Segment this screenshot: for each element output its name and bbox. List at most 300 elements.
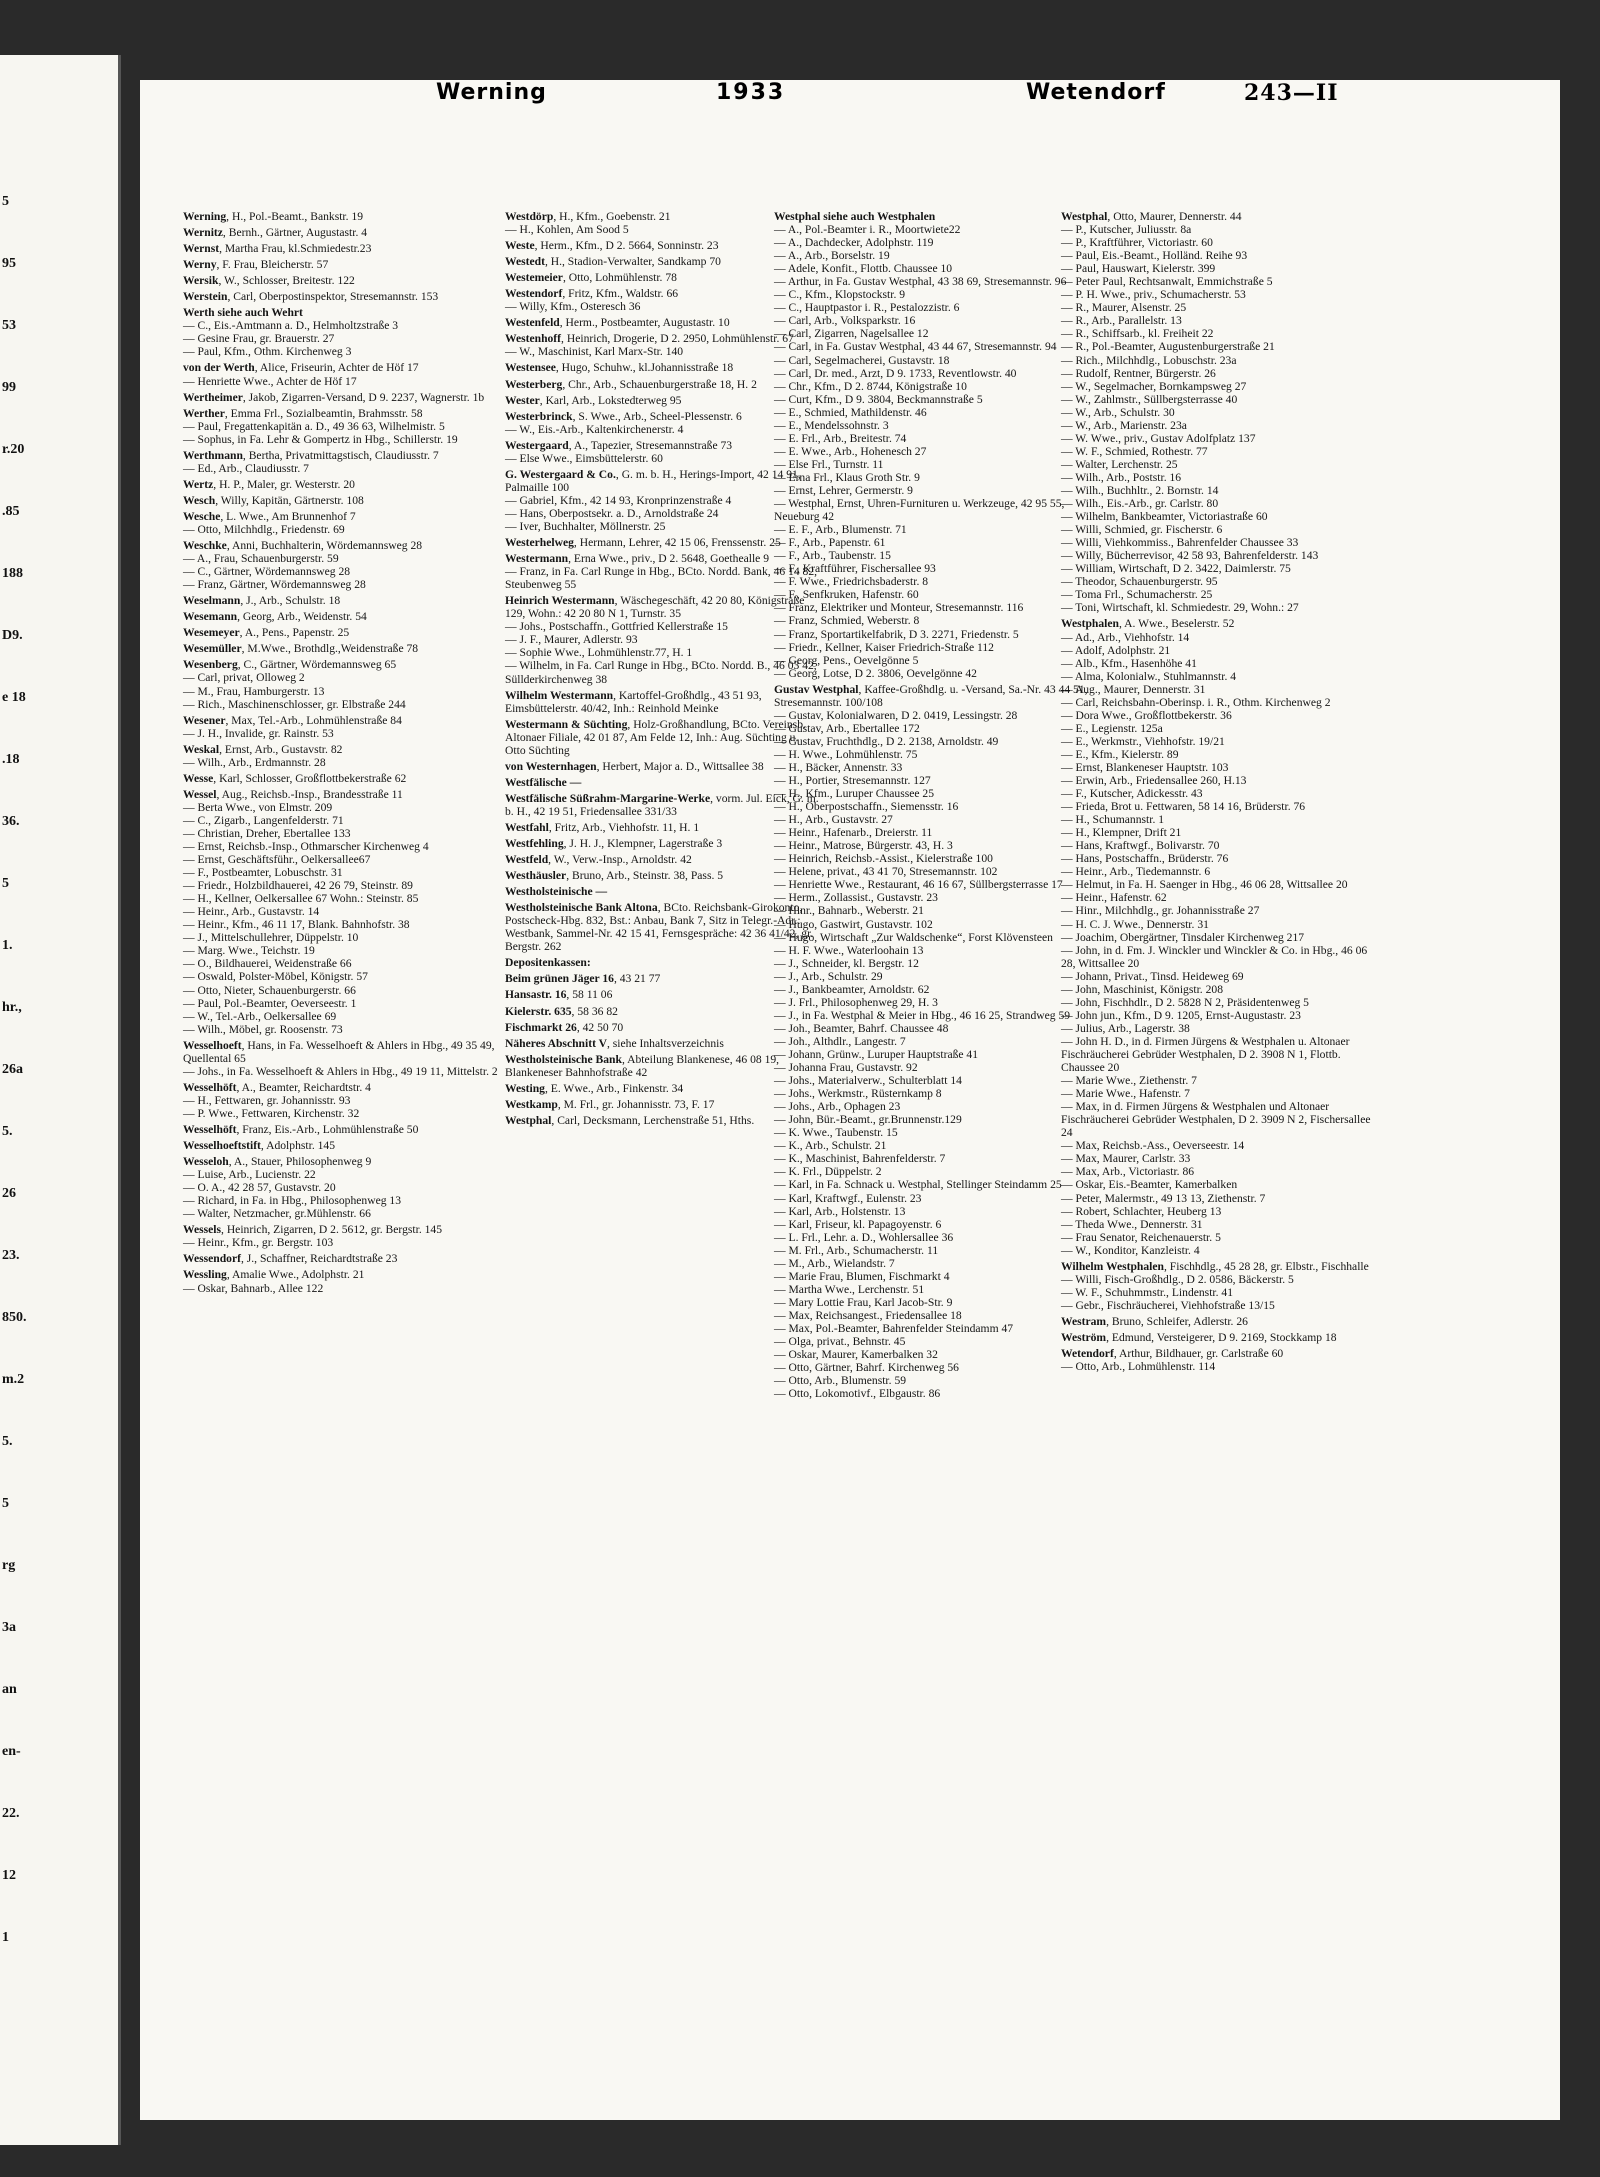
directory-entry: — E., Werkmstr., Viehhofstr. 19/21 bbox=[1061, 734, 1225, 748]
directory-entry: — Ernst, Blankeneser Hauptstr. 103 bbox=[1061, 760, 1229, 774]
directory-entry: — K., Arb., Schulstr. 21 bbox=[774, 1139, 887, 1153]
directory-entry: — Sophus, in Fa. Lehr & Gompertz in Hbg., Schillerstr. 19 bbox=[183, 432, 458, 446]
directory-entry: — J., Mittelschullehrer, Düppelstr. 10 bbox=[183, 931, 359, 945]
left-page-fragment: m.2 bbox=[2, 1372, 25, 1387]
directory-entry: — Sophie Wwe., Lohmühlenstr.77, H. 1 bbox=[505, 646, 693, 660]
left-page-fragment: 36. bbox=[2, 814, 20, 829]
directory-entry: — Joh., Althdlr., Langestr. 7 bbox=[774, 1034, 906, 1048]
directory-entry: — Else Wwe., Eimsbüttelerstr. 60 bbox=[505, 451, 663, 465]
directory-entry: — W., Maschinist, Karl Marx-Str. 140 bbox=[505, 345, 684, 359]
left-page-fragment: 5 bbox=[2, 876, 9, 891]
directory-entry: Westerberg, Chr., Arb., Schauenburgerstraße 18, H. 2 bbox=[505, 377, 757, 391]
directory-entry: — Hinr., Milchhdlg., gr. Johannisstraße 27 bbox=[1061, 904, 1260, 918]
directory-entry: — Frieda, Brot u. Fettwaren, 58 14 16, Brüderstr. 76 bbox=[1061, 800, 1306, 814]
directory-entry: — Alb., Kfm., Hasenhöhe 41 bbox=[1061, 656, 1197, 670]
directory-entry: — Herm., Zollassist., Gustavstr. 23 bbox=[774, 891, 938, 905]
directory-entry: — P., Kraftführer, Victoriastr. 60 bbox=[1061, 236, 1213, 250]
directory-entry: — Helmut, in Fa. H. Saenger in Hbg., 46 06 28, Wittsallee 20 bbox=[1061, 878, 1348, 892]
left-page-fragment: 3a bbox=[2, 1620, 16, 1635]
directory-entry: — Ernst, Reichsb.-Insp., Othmarscher Kirchenweg 4 bbox=[183, 840, 429, 854]
directory-entry: — Hugo, Gastwirt, Gustavstr. 102 bbox=[774, 917, 933, 931]
directory-entry: G. Westergaard & Co., G. m. b. H., Herings-Import, 42 14 91, Palmaille 100 bbox=[505, 467, 801, 494]
directory-entry: — F., Kutscher, Adickesstr. 43 bbox=[1061, 787, 1203, 801]
directory-entry: — E., Kfm., Kielerstr. 89 bbox=[1061, 747, 1179, 761]
directory-entry: — Paul, Pol.-Beamter, Oeverseestr. 1 bbox=[183, 996, 357, 1010]
directory-entry: Wesselhöft, A., Beamter, Reichardtstr. 4 bbox=[183, 1080, 371, 1094]
directory-entry: Wernst, Martha Frau, kl.Schmiedestr.23 bbox=[183, 242, 372, 256]
directory-entry: — Johs., Postschaffn., Gottfried Kellerstraße 15 bbox=[505, 620, 728, 634]
directory-entry: — William, Wirtschaft, D 2. 3422, Daimlerstr. 75 bbox=[1061, 562, 1291, 576]
directory-entry: Westerhelweg, Hermann, Lehrer, 42 15 06, Frenssenstr. 25 bbox=[505, 536, 781, 550]
directory-entry: — H., Klempner, Drift 21 bbox=[1061, 826, 1182, 840]
directory-entry: — Berta Wwe., von Elmstr. 209 bbox=[183, 800, 333, 814]
directory-entry: — Wilh., Arb., Poststr. 16 bbox=[1061, 470, 1182, 484]
directory-entry: Wesselhoeftstift, Adolphstr. 145 bbox=[183, 1139, 336, 1153]
directory-entry: — E. F., Arb., Blumenstr. 71 bbox=[774, 523, 907, 537]
directory-entry: Werthmann, Bertha, Privatmittagstisch, Claudiusstr. 7 bbox=[183, 448, 439, 462]
directory-entry: — Gustav, Kolonialwaren, D 2. 0419, Lessingstr. 28 bbox=[774, 708, 1018, 722]
directory-entry: — Dora Wwe., Großflottbekerstr. 36 bbox=[1061, 708, 1232, 722]
directory-entry: — R., Arb., Parallelstr. 13 bbox=[1061, 314, 1182, 328]
directory-entry: — Johanna Frau, Gustavstr. 92 bbox=[774, 1061, 918, 1075]
directory-entry: Westergaard, A., Tapezier, Stresemannstraße 73 bbox=[505, 438, 733, 452]
left-page-fragment: .85 bbox=[2, 504, 20, 519]
directory-entry: Wesemann, Georg, Arb., Weidenstr. 54 bbox=[183, 610, 367, 624]
directory-entry: — Wilh., Buchhltr., 2. Bornstr. 14 bbox=[1061, 483, 1219, 497]
directory-entry: Westermann & Süchting, Holz-Großhandlung, BCto. Vereinsb. Altonaer Filiale, 42 01 87, Am Felde 12, Inh.: Aug. Süchting u. Otto Süchting bbox=[505, 717, 806, 757]
left-page-fragment: 1. bbox=[2, 938, 13, 953]
directory-entry: — Iver, Buchhalter, Möllnerstr. 25 bbox=[505, 519, 666, 533]
directory-entry: Westfehling, J. H. J., Klempner, Lagerstraße 3 bbox=[505, 837, 723, 851]
directory-entry: — Joachim, Obergärtner, Tinsdaler Kirchenweg 217 bbox=[1061, 930, 1305, 944]
directory-entry: — Wilh., Möbel, gr. Roosenstr. 73 bbox=[183, 1022, 343, 1036]
left-page-fragment: 188 bbox=[2, 566, 23, 581]
directory-entry: — Gustav, Fruchthdlg., D 2. 2138, Arnoldstr. 49 bbox=[774, 734, 999, 748]
directory-entry: Wilhelm Westermann, Kartoffel-Großhdlg., 43 51 93, Eimsbüttelerstr. 40/42, Inh.: Reinhold Meinke bbox=[505, 688, 762, 715]
directory-entry: — Friedr., Kellner, Kaiser Friedrich-Straße 112 bbox=[774, 640, 994, 654]
directory-entry: Westholsteinische — bbox=[505, 885, 608, 899]
directory-entry: — A., Frau, Schauenburgerstr. 59 bbox=[183, 552, 339, 566]
directory-entry: — Wilhelm, Bankbeamter, Victoriastraße 60 bbox=[1061, 510, 1268, 524]
directory-entry: von der Werth, Alice, Friseurin, Achter de Höf 17 bbox=[183, 361, 419, 375]
directory-entry: — Otto, Nieter, Schauenburgerstr. 66 bbox=[183, 983, 356, 997]
directory-entry: Westholsteinische Bank, Abteilung Blankenese, 46 08 19, Blankeneser Bahnhofstraße 42 bbox=[505, 1052, 780, 1079]
directory-entry: — Franz, Sportartikelfabrik, D 3. 2271, Friedenstr. 5 bbox=[774, 627, 1019, 641]
directory-entry: — Johs., Werkmstr., Rüsternkamp 8 bbox=[774, 1087, 942, 1101]
directory-entry: — H. Wwe., Lohmühlenstr. 75 bbox=[774, 747, 918, 761]
left-page-fragment: hr., bbox=[2, 1000, 22, 1015]
directory-entry: — Theodor, Schauenburgerstr. 95 bbox=[1061, 575, 1218, 589]
directory-entry: — Johann, Privat., Tinsd. Heideweg 69 bbox=[1061, 969, 1244, 983]
left-page-fragment: en- bbox=[2, 1744, 21, 1759]
left-page-fragment: 5. bbox=[2, 1124, 13, 1139]
directory-entry: Westemeier, Otto, Lohmühlenstr. 78 bbox=[505, 271, 677, 285]
directory-entry: — John, Maschinist, Königstr. 208 bbox=[1061, 982, 1223, 996]
directory-entry: Westensee, Hugo, Schuhw., kl.Johannisstraße 18 bbox=[505, 361, 734, 375]
directory-entry: Wessel, Aug., Reichsb.-Insp., Brandesstraße 11 bbox=[183, 787, 403, 801]
directory-entry: — Karl, Kraftwgf., Eulenstr. 23 bbox=[774, 1191, 922, 1205]
directory-entry: — Adolf, Adolphstr. 21 bbox=[1061, 643, 1171, 657]
left-page-fragment: 1 bbox=[2, 1930, 9, 1945]
directory-entry: — W. F., Schmied, Rothestr. 77 bbox=[1061, 444, 1208, 458]
directory-entry: Westing, E. Wwe., Arb., Finkenstr. 34 bbox=[505, 1081, 684, 1095]
directory-entry: — F., Arb., Papenstr. 61 bbox=[774, 536, 886, 550]
directory-entry: — F., Senfkruken, Hafenstr. 60 bbox=[774, 588, 919, 602]
directory-entry: — Olga, privat., Behnstr. 45 bbox=[774, 1335, 906, 1349]
directory-entry: — K. Frl., Düppelstr. 2 bbox=[774, 1165, 882, 1179]
directory-entry: — Marie Frau, Blumen, Fischmarkt 4 bbox=[774, 1269, 950, 1283]
directory-entry: — Max, Maurer, Carlstr. 33 bbox=[1061, 1152, 1191, 1166]
directory-entry: — Hinr., Bahnarb., Weberstr. 21 bbox=[774, 904, 924, 918]
directory-entry: Westenhoff, Heinrich, Drogerie, D 2. 2950, Lohmühlenstr. 67 bbox=[505, 332, 794, 346]
directory-entry: — Walter, Lerchenstr. 25 bbox=[1061, 457, 1178, 471]
directory-entry: — P. Wwe., Fettwaren, Kirchenstr. 32 bbox=[183, 1106, 360, 1120]
directory-entry: Wesch, Willy, Kapitän, Gärtnerstr. 108 bbox=[183, 493, 364, 507]
directory-entry: Westerbrinck, S. Wwe., Arb., Scheel-Plessenstr. 6 bbox=[505, 409, 742, 423]
left-page-fragment: r.20 bbox=[2, 442, 25, 457]
directory-entry: Westdörp, H., Kfm., Goebenstr. 21 bbox=[505, 210, 671, 223]
directory-entry: — Toma Frl., Schumacherstr. 25 bbox=[1061, 588, 1213, 602]
directory-entry: — J. Frl., Philosophenweg 29, H. 3 bbox=[774, 995, 938, 1009]
directory-entry: — Curt, Kfm., D 9. 3804, Beckmannstraße 5 bbox=[774, 392, 983, 406]
directory-entry: Kielerstr. 635, 58 36 82 bbox=[505, 1004, 618, 1018]
directory-entry: — Else Frl., Turnstr. 11 bbox=[774, 457, 884, 471]
left-page-fragment: rg bbox=[2, 1558, 16, 1573]
directory-entry: Weschke, Anni, Buchhalterin, Wördemannsweg 28 bbox=[183, 539, 423, 553]
directory-entry: — Westphal, Ernst, Uhren-Furnituren u. Werkzeuge, 42 95 55, Neueburg 42 bbox=[774, 497, 1065, 524]
directory-entry: — Julius, Arb., Lagerstr. 38 bbox=[1061, 1021, 1190, 1035]
directory-entry: Wesenberg, C., Gärtner, Wördemannsweg 65 bbox=[183, 658, 397, 672]
directory-entry: — Carl, in Fa. Gustav Westphal, 43 44 67, Stresemannstr. 94 bbox=[774, 340, 1057, 354]
directory-entry: — F., Kraftführer, Fischersallee 93 bbox=[774, 562, 936, 576]
directory-entry: — Carl, Zigarren, Nagelsallee 12 bbox=[774, 327, 929, 341]
directory-entry: Wesse, Karl, Schlosser, Großflottbekerstraße 62 bbox=[183, 771, 407, 785]
directory-entry: — Henriette Wwe., Achter de Höf 17 bbox=[183, 374, 357, 388]
directory-entry: — F., Postbeamter, Lobuschstr. 31 bbox=[183, 866, 343, 880]
directory-entry: — John, in d. Fm. J. Winckler und Winckler & Co. in Hbg., 46 06 28, Wittsallee 20 bbox=[1061, 943, 1368, 970]
directory-entry: — F. Wwe., Friedrichsbaderstr. 8 bbox=[774, 575, 929, 589]
directory-entry: Hansastr. 16, 58 11 06 bbox=[505, 988, 613, 1002]
directory-entry: — Franz, Elektriker und Monteur, Stresemannstr. 116 bbox=[774, 601, 1024, 615]
directory-entry: — R., Schiffsarb., kl. Freiheit 22 bbox=[1061, 327, 1214, 341]
directory-entry: — W., Arb., Schulstr. 30 bbox=[1061, 405, 1175, 419]
directory-entry: Westphal, Carl, Decksmann, Lerchenstraße 51, Hths. bbox=[505, 1113, 755, 1127]
directory-entry: Westenfeld, Herm., Postbeamter, Augustastr. 10 bbox=[505, 316, 730, 330]
directory-entry: — E. Frl., Arb., Breitestr. 74 bbox=[774, 431, 907, 445]
left-page-fragment: 26a bbox=[2, 1062, 23, 1077]
directory-entry: Wersik, W., Schlosser, Breitestr. 122 bbox=[183, 274, 355, 288]
directory-entry: — Mary Lottie Frau, Karl Jacob-Str. 9 bbox=[774, 1295, 953, 1309]
directory-entry: Westfahl, Fritz, Arb., Viehhofstr. 11, H. 1 bbox=[505, 820, 700, 834]
directory-entry: Westram, Bruno, Schleifer, Adlerstr. 26 bbox=[1061, 1314, 1248, 1328]
directory-entry: von Westernhagen, Herbert, Major a. D., Wittsallee 38 bbox=[505, 759, 764, 773]
directory-entry: Westkamp, M. Frl., gr. Johannisstr. 73, F. 17 bbox=[505, 1097, 715, 1111]
directory-entry: — Carl, Reichsbahn-Oberinsp. i. R., Othm. Kirchenweg 2 bbox=[1061, 695, 1331, 709]
directory-entry: — W., Konditor, Kanzleistr. 4 bbox=[1061, 1243, 1200, 1257]
directory-entry: — Heinr., Matrose, Bürgerstr. 43, H. 3 bbox=[774, 839, 953, 853]
directory-entry: Westholsteinische Bank Altona, BCto. Reichsbank-Girokonto, Postscheck-Hbg. 832, Bst.: Anbau, Bank 7, Sitz in Telegr.-Adr.: Westbank, Sammel-Nr. 42 15 41, Fernsgespräche: 42 36 41/42, gr. Bergstr. 262 bbox=[505, 901, 814, 954]
directory-entry: — A., Arb., Borselstr. 19 bbox=[774, 249, 890, 263]
directory-entry: — R., Pol.-Beamter, Augustenburgerstraße 21 bbox=[1061, 340, 1275, 354]
directory-entry: — Hans, Postschaffn., Brüderstr. 76 bbox=[1061, 852, 1229, 866]
directory-entry: — Otto, Arb., Blumenstr. 59 bbox=[774, 1374, 907, 1388]
directory-entry: — Carl, Arb., Volksparkstr. 16 bbox=[774, 314, 916, 328]
left-page-fragment: 23. bbox=[2, 1248, 20, 1263]
directory-entry: — Georg, Pens., Oevelgönne 5 bbox=[774, 653, 919, 667]
left-page-fragment: an bbox=[2, 1682, 17, 1697]
directory-entry: — Heinr., Kfm., 46 11 17, Blank. Bahnhofstr. 38 bbox=[183, 918, 410, 932]
directory-entry: — Johann, Grünw., Luruper Hauptstraße 41 bbox=[774, 1048, 979, 1061]
directory-entry: — Willi, Viehkommiss., Bahrenfelder Chaussee 33 bbox=[1061, 536, 1299, 550]
directory-entry: — H., Oberpostschaffn., Siemensstr. 16 bbox=[774, 800, 959, 814]
left-page-fragment: 5. bbox=[2, 1434, 13, 1449]
directory-entry: — W., Segelmacher, Bornkampsweg 27 bbox=[1061, 379, 1247, 393]
directory-entry: — Karl, Arb., Holstenstr. 13 bbox=[774, 1204, 906, 1218]
directory-entry: — J. H., Invalide, gr. Rainstr. 53 bbox=[183, 726, 334, 740]
directory-entry: — Chr., Kfm., D 2. 8744, Königstraße 10 bbox=[774, 379, 967, 393]
directory-entry: — Otto, Milchhdlg., Friedenstr. 69 bbox=[183, 522, 345, 536]
directory-entry: — Ernst, Lehrer, Germerstr. 9 bbox=[774, 483, 913, 497]
directory-entry: — Aug., Maurer, Dennerstr. 31 bbox=[1061, 682, 1206, 696]
directory-entry: — Toni, Wirtschaft, kl. Schmiedestr. 29, Wohn.: 27 bbox=[1061, 601, 1299, 615]
directory-entry: Weselmann, J., Arb., Schulstr. 18 bbox=[183, 594, 341, 608]
directory-entry: — O., Bildhauerei, Weidenstraße 66 bbox=[183, 957, 352, 971]
directory-entry: — C., Eis.-Amtmann a. D., Helmholtzstraße 3 bbox=[183, 319, 399, 333]
directory-entry: — Johs., in Fa. Wesselhoeft & Ahlers in Hbg., 49 19 11, Mittelstr. 2 bbox=[183, 1064, 498, 1078]
directory-entry: — Oskar, Maurer, Kamerbalken 32 bbox=[774, 1348, 938, 1362]
directory-entry: — W., Zahlmstr., Süllbergsterrasse 40 bbox=[1061, 392, 1238, 406]
directory-entry: — Rich., Maschinenschlosser, gr. Elbstraße 244 bbox=[183, 697, 406, 711]
directory-entry: — H., Kohlen, Am Sood 5 bbox=[505, 223, 629, 237]
left-page-fragment: D9. bbox=[2, 628, 23, 643]
directory-entry: — W. F., Schuhmmstr., Lindenstr. 41 bbox=[1061, 1285, 1234, 1299]
directory-entry: — Marie Wwe., Hafenstr. 7 bbox=[1061, 1087, 1190, 1101]
left-page-fragment: 26 bbox=[2, 1186, 16, 1201]
directory-entry: Westermann, Erna Wwe., priv., D 2. 5648, Goethealle 9 bbox=[505, 552, 770, 566]
directory-entry: Wessling, Amalie Wwe., Adolphstr. 21 bbox=[183, 1268, 365, 1282]
directory-entry: — Peter, Malermstr., 49 13 13, Ziethenstr. 7 bbox=[1061, 1191, 1266, 1205]
directory-entry: — Gebr., Fischräucherei, Viehhofstraße 13/15 bbox=[1061, 1298, 1275, 1312]
directory-entry: — Franz, in Fa. Carl Runge in Hbg., BCto. Nordd. Bank, 46 14 82, Steubenweg 55 bbox=[505, 565, 818, 592]
header-year: 1933 bbox=[716, 80, 786, 105]
directory-entry: — K., Maschinist, Bahrenfelderstr. 7 bbox=[774, 1152, 946, 1166]
directory-entry: — A., Dachdecker, Adolphstr. 119 bbox=[774, 236, 934, 250]
directory-entry: — M. Frl., Arb., Schumacherstr. 11 bbox=[774, 1243, 939, 1257]
directory-entry: — Adele, Konfit., Flottb. Chaussee 10 bbox=[774, 262, 953, 276]
directory-entry: — Marie Wwe., Ziethenstr. 7 bbox=[1061, 1074, 1197, 1088]
directory-entry: Heinrich Westermann, Wäschegeschäft, 42 20 80, Königstraße 129, Wohn.: 42 20 80 N 1, Turnstr. 35 bbox=[505, 594, 805, 621]
directory-entry: — Oskar, Bahnarb., Allee 122 bbox=[183, 1281, 324, 1295]
directory-entry: Werther, Emma Frl., Sozialbeamtin, Brahmsstr. 58 bbox=[183, 406, 423, 420]
directory-entry: — Heinrich, Reichsb.-Assist., Kielerstraße 100 bbox=[774, 852, 993, 866]
directory-entry: — H., Bäcker, Annenstr. 33 bbox=[774, 760, 903, 774]
directory-entry: — John, Fischhdlr., D 2. 5828 N 2, Präsidentenweg 5 bbox=[1061, 995, 1309, 1009]
directory-entry: — Oswald, Polster-Möbel, Königstr. 57 bbox=[183, 970, 368, 984]
directory-entry: — Wilhelm, in Fa. Carl Runge in Hbg., BCto. Nordd. B., 46 03 42, Süllderkirchenweg 38 bbox=[505, 659, 817, 686]
directory-entry: — Gesine Frau, gr. Brauerstr. 27 bbox=[183, 332, 335, 346]
left-page-fragment: .18 bbox=[2, 752, 20, 767]
directory-entry: — Max, Pol.-Beamter, Bahrenfelder Steindamm 47 bbox=[774, 1321, 1014, 1335]
directory-entry: — Heinr., Kfm., gr. Bergstr. 103 bbox=[183, 1236, 334, 1250]
directory-entry: Gustav Westphal, Kaffee-Großhdlg. u. -Versand, Sa.-Nr. 43 44 51, Stresemannstr. 100/108 bbox=[774, 682, 1088, 709]
page-number: 243—II bbox=[1244, 80, 1339, 106]
directory-entry: Westhäusler, Bruno, Arb., Steinstr. 38, Pass. 5 bbox=[505, 869, 724, 883]
directory-entry: — Willy, Bücherrevisor, 42 58 93, Bahrenfelderstr. 143 bbox=[1061, 549, 1319, 563]
directory-entry: — Frau Senator, Reichenauerstr. 5 bbox=[1061, 1230, 1221, 1244]
directory-entry: — Robert, Schlachter, Heuberg 13 bbox=[1061, 1204, 1222, 1218]
directory-entry: Wertheimer, Jakob, Zigarren-Versand, D 9. 2237, Wagnerstr. 1b bbox=[183, 390, 485, 404]
directory-entry: — Arthur, in Fa. Gustav Westphal, 43 38 69, Stresemannstr. 96 bbox=[774, 275, 1067, 289]
directory-entry: — W., Tel.-Arb., Oelkersallee 69 bbox=[183, 1009, 337, 1023]
directory-entry: — Paul, Hauswart, Kielerstr. 399 bbox=[1061, 262, 1216, 276]
directory-entry: — Max, Reichsb.-Ass., Oeverseestr. 14 bbox=[1061, 1139, 1245, 1153]
directory-entry: — Franz, Schmied, Weberstr. 8 bbox=[774, 614, 920, 628]
directory-entry: — Richard, in Fa. in Hbg., Philosophenweg 13 bbox=[183, 1194, 402, 1208]
directory-entry: — H., Arb., Gustavstr. 27 bbox=[774, 813, 893, 827]
directory-entry: — Ed., Arb., Claudiusstr. 7 bbox=[183, 461, 309, 475]
directory-entry: — E., Mendelssohnstr. 3 bbox=[774, 418, 889, 432]
directory-entry: — Willy, Kfm., Osteresch 36 bbox=[505, 300, 641, 314]
directory-entry: — C., Gärtner, Wördemannsweg 28 bbox=[183, 565, 351, 579]
directory-entry: Wetendorf, Arthur, Bildhauer, gr. Carlstraße 60 bbox=[1061, 1347, 1284, 1361]
directory-entry: — H., Kellner, Oelkersallee 67 Wohn.: Steinstr. 85 bbox=[183, 892, 419, 906]
directory-entry: — Georg, Lotse, D 2. 3806, Oevelgönne 42 bbox=[774, 666, 977, 680]
directory-entry: Weström, Edmund, Versteigerer, D 9. 2169, Stockkamp 18 bbox=[1061, 1330, 1337, 1344]
directory-entry: — Otto, Arb., Lohmühlenstr. 114 bbox=[1061, 1360, 1216, 1374]
directory-entry: — L. Frl., Lehr. a. D., Wohlersallee 36 bbox=[774, 1230, 954, 1244]
directory-entry: — Otto, Lokomotivf., Elbgaustr. 86 bbox=[774, 1387, 941, 1401]
directory-entry: — J., in Fa. Westphal & Meier in Hbg., 46 16 25, Strandweg 59 bbox=[774, 1008, 1071, 1022]
directory-entry: — Carl, Dr. med., Arzt, D 9. 1733, Reventlowstr. 40 bbox=[774, 366, 1017, 380]
directory-entry: Werny, F. Frau, Bleicherstr. 57 bbox=[183, 258, 329, 272]
directory-entry: — Hans, Kraftwgf., Bolivarstr. 70 bbox=[1061, 839, 1220, 853]
directory-entry: — Paul, Fregattenkapitän a. D., 49 36 63, Wilhelmistr. 5 bbox=[183, 419, 445, 433]
adjacent-page-edge bbox=[0, 55, 121, 2145]
directory-entry: — Heinr., Hafenstr. 62 bbox=[1061, 891, 1167, 905]
directory-entry: — C., Hauptpastor i. R., Pestalozzistr. 6 bbox=[774, 301, 960, 315]
directory-entry: — John, Bür.-Beamt., gr.Brunnenstr.129 bbox=[774, 1113, 962, 1127]
directory-entry: Westfälische — bbox=[505, 775, 582, 789]
directory-entry: — Heinr., Arb., Gustavstr. 14 bbox=[183, 905, 320, 919]
directory-entry: Wesche, L. Wwe., Am Brunnenhof 7 bbox=[183, 509, 356, 523]
directory-entry: — P. H. Wwe., priv., Schumacherstr. 53 bbox=[1061, 288, 1246, 302]
directory-entry: Beim grünen Jäger 16, 43 21 77 bbox=[505, 972, 661, 986]
directory-entry: — O. A., 42 28 57, Gustavstr. 20 bbox=[183, 1181, 336, 1195]
directory-entry: — Luise, Arb., Lucienstr. 22 bbox=[183, 1168, 316, 1182]
directory-entry: — Max, in d. Firmen Jürgens & Westphalen und Altonaer Fischräucherei Gebrüder Westphalen, D 2. 3909 N 2, Fischersallee 24 bbox=[1061, 1100, 1371, 1140]
directory-entry: — Carl, privat, Olloweg 2 bbox=[183, 671, 305, 685]
directory-column-4 bbox=[1061, 207, 1376, 1373]
directory-entry: — E. Wwe., Arb., Hohenesch 27 bbox=[774, 444, 927, 458]
directory-entry: — Helene, privat., 43 41 70, Stresemannstr. 102 bbox=[774, 865, 998, 879]
directory-entry: — J., Bankbeamter, Arnoldstr. 62 bbox=[774, 982, 930, 996]
directory-entry: — Paul, Kfm., Othm. Kirchenweg 3 bbox=[183, 345, 352, 359]
directory-entry: Weste, Herm., Kfm., D 2. 5664, Sonninstr. 23 bbox=[505, 239, 719, 253]
directory-entry: — W., Arb., Marienstr. 23a bbox=[1061, 418, 1187, 432]
directory-entry: — A., Pol.-Beamter i. R., Moortwiete22 bbox=[774, 223, 961, 237]
left-page-fragment: 850. bbox=[2, 1310, 27, 1325]
directory-entry: — Ad., Arb., Viehhofstr. 14 bbox=[1061, 630, 1190, 644]
directory-entry: — Hans, Oberpostsekr. a. D., Arnoldstraße 24 bbox=[505, 506, 719, 520]
directory-entry: — Erwin, Arb., Friedensallee 260, H.13 bbox=[1061, 774, 1247, 788]
directory-entry: — Otto, Gärtner, Bahrf. Kirchenweg 56 bbox=[774, 1361, 959, 1375]
directory-entry: — H. F. Wwe., Waterloohain 13 bbox=[774, 943, 924, 957]
directory-entry: — Willi, Fisch-Großhdlg., D 2. 0586, Bäckerstr. 5 bbox=[1061, 1272, 1294, 1286]
directory-entry: — Wilh., Eis.-Arb., gr. Carlstr. 80 bbox=[1061, 497, 1219, 511]
directory-entry: — John H. D., in d. Firmen Jürgens & Westphalen u. Altonaer Fischräucherei Gebrüder Westphalen, D 2. 3908 N 1, Flottb. Chaussee 20 bbox=[1061, 1034, 1350, 1075]
directory-entry: Westedt, H., Stadion-Verwalter, Sandkamp 70 bbox=[505, 255, 721, 269]
directory-entry: Wilhelm Westphalen, Fischhdlg., 45 28 28, gr. Elbstr., Fischhalle bbox=[1061, 1259, 1369, 1273]
directory-entry: — Max, Arb., Victoriastr. 86 bbox=[1061, 1165, 1195, 1179]
directory-entry: — Theda Wwe., Dennerstr. 31 bbox=[1061, 1217, 1203, 1231]
directory-entry: — Willi, Schmied, gr. Fischerstr. 6 bbox=[1061, 523, 1223, 537]
directory-entry: — H. C. J. Wwe., Dennerstr. 31 bbox=[1061, 917, 1209, 931]
page-header bbox=[176, 80, 1546, 116]
directory-entry: — Karl, in Fa. Schnack u. Westphal, Stellinger Steindamm 25 bbox=[774, 1178, 1062, 1192]
directory-entry: Wessendorf, J., Schaffner, Reichardtstraße 23 bbox=[183, 1252, 398, 1266]
directory-column-2 bbox=[505, 207, 820, 1127]
directory-entry: — Henriette Wwe., Restaurant, 46 16 67, Süllbergsterrasse 17 bbox=[774, 878, 1063, 892]
directory-entry: Fischmarkt 26, 42 50 70 bbox=[505, 1020, 624, 1034]
directory-entry: — Johs., Arb., Ophagen 23 bbox=[774, 1100, 901, 1114]
directory-entry: — Hugo, Wirtschaft „Zur Waldschenke“, Forst Klövensteen bbox=[774, 930, 1053, 944]
directory-entry: Wesemeyer, A., Pens., Papenstr. 25 bbox=[183, 626, 350, 640]
directory-entry: — Carl, Segelmacherei, Gustavstr. 18 bbox=[774, 353, 950, 367]
directory-entry: — W., Eis.-Arb., Kaltenkirchenerstr. 4 bbox=[505, 422, 684, 436]
directory-entry: Werning, H., Pol.-Beamt., Bankstr. 19 bbox=[183, 210, 364, 223]
directory-entry: — J. F., Maurer, Adlerstr. 93 bbox=[505, 633, 638, 647]
directory-entry: — Oskar, Eis.-Beamter, Kamerbalken bbox=[1061, 1178, 1238, 1192]
directory-entry: — F., Arb., Taubenstr. 15 bbox=[774, 549, 891, 563]
left-page-fragment: 5 bbox=[2, 1496, 9, 1511]
directory-column-3 bbox=[774, 207, 1089, 1400]
directory-entry: Wesener, Max, Tel.-Arb., Lohmühlenstraße 84 bbox=[183, 713, 402, 727]
header-first-entry: Werning bbox=[436, 80, 547, 105]
directory-entry: — J., Arb., Schulstr. 29 bbox=[774, 969, 883, 983]
directory-entry: Wesseloh, A., Stauer, Philosophenweg 9 bbox=[183, 1155, 372, 1169]
directory-entry: — Joh., Beamter, Bahrf. Chaussee 48 bbox=[774, 1021, 949, 1035]
directory-entry: Wester, Karl, Arb., Lokstedterweg 95 bbox=[505, 393, 682, 407]
directory-entry: — Alma, Kolonialw., Stuhlmannstr. 4 bbox=[1061, 669, 1237, 683]
directory-entry: Westfeld, W., Verw.-Insp., Arnoldstr. 42 bbox=[505, 853, 692, 867]
directory-entry: — Heinr., Hafenarb., Dreierstr. 11 bbox=[774, 826, 933, 840]
directory-entry: Westfälische Süßrahm-Margarine-Werke, vorm. Jul. Eick, G. m. b. H., 42 19 51, Friedensallee 331/33 bbox=[505, 791, 819, 818]
directory-entry: — P., Kutscher, Juliusstr. 8a bbox=[1061, 223, 1192, 237]
directory-entry: — Rich., Milchhdlg., Lobuschstr. 23a bbox=[1061, 353, 1237, 367]
directory-entry: — M., Arb., Wielandstr. 7 bbox=[774, 1256, 895, 1270]
directory-entry: Wernitz, Bernh., Gärtner, Augustastr. 4 bbox=[183, 226, 368, 240]
directory-entry: Westphalen, A. Wwe., Beselerstr. 52 bbox=[1061, 617, 1235, 631]
directory-entry: — J., Schneider, kl. Bergstr. 12 bbox=[774, 956, 919, 970]
directory-entry: — Christian, Dreher, Ebertallee 133 bbox=[183, 826, 351, 840]
directory-entry: Weskal, Ernst, Arb., Gustavstr. 82 bbox=[183, 742, 343, 756]
directory-entry: — C., Zigarb., Langenfelderstr. 71 bbox=[183, 813, 344, 827]
left-page-fragment: 22. bbox=[2, 1806, 20, 1821]
directory-entry: — Paul, Eis.-Beamt., Holländ. Reihe 93 bbox=[1061, 249, 1248, 263]
directory-entry: Wesselhoeft, Hans, in Fa. Wesselhoeft & Ahlers in Hbg., 49 35 49, Quellental 65 bbox=[183, 1038, 495, 1065]
directory-entry: Wesselhöft, Franz, Eis.-Arb., Lohmühlenstraße 50 bbox=[183, 1123, 419, 1136]
directory-entry: — Karl, Friseur, kl. Papagoyenstr. 6 bbox=[774, 1217, 942, 1231]
directory-entry: — Wilh., Arb., Erdmannstr. 28 bbox=[183, 755, 326, 769]
directory-entry: Westphal siehe auch Westphalen bbox=[774, 210, 936, 223]
directory-entry: — Ernst, Geschäftsführ., Oelkersallee67 bbox=[183, 853, 371, 867]
directory-column-1 bbox=[183, 207, 498, 1295]
directory-entry: — C., Kfm., Klopstockstr. 9 bbox=[774, 288, 906, 302]
directory-entry: — Heinr., Arb., Tiedemannstr. 6 bbox=[1061, 865, 1211, 879]
directory-entry: — Gustav, Arb., Ebertallee 172 bbox=[774, 721, 920, 735]
directory-entry: — H., Portier, Stresemannstr. 127 bbox=[774, 774, 931, 788]
directory-entry: Näheres Abschnitt V, siehe Inhaltsverzeichnis bbox=[505, 1036, 724, 1050]
